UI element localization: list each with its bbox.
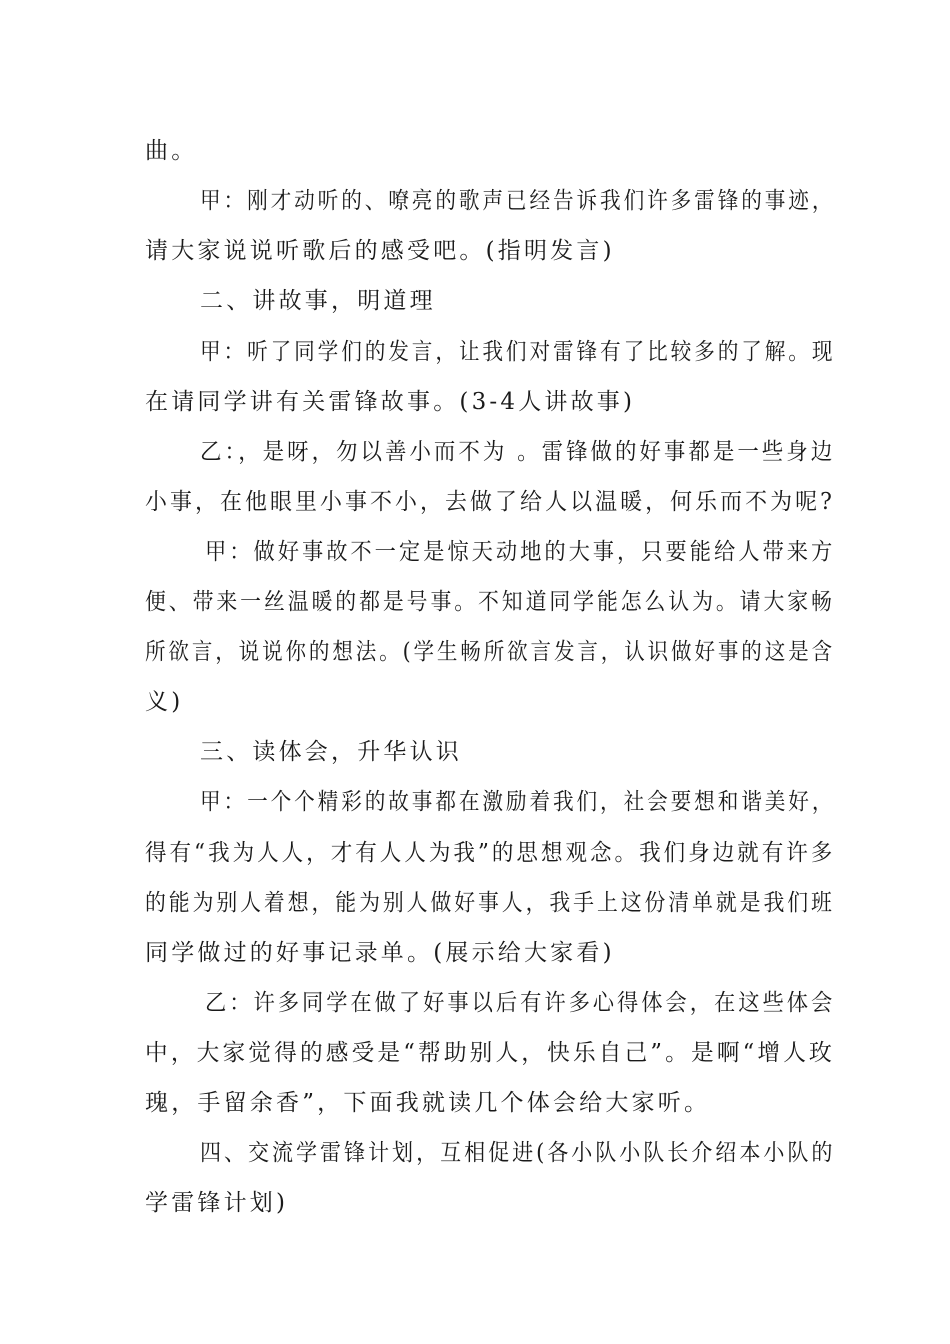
text-line: 学雷锋计划): [145, 1190, 289, 1216]
text-line: 同学做过的好事记录单。(展示给大家看): [145, 940, 615, 966]
text-line: 甲：一个个精彩的故事都在激励着我们，社会要想和谐美好，: [200, 789, 836, 815]
text-line: 在请同学讲有关雷锋故事。(3-4人讲故事): [145, 389, 636, 415]
text-line: 请大家说说听歌后的感受吧。(指明发言): [145, 238, 615, 264]
text-line: 甲：听了同学们的发言，让我们对雷锋有了比较多的了解。现: [200, 339, 836, 365]
text-line: 乙：许多同学在做了好事以后有许多心得体会，在这些体会: [205, 990, 836, 1016]
section-heading: 三、读体会，升华认识: [200, 739, 462, 765]
section-heading: 四、交流学雷锋计划，互相促进(各小队小队长介绍本小队的: [200, 1140, 836, 1166]
text-line: 瑰，手留余香”，下面我就读几个体会给大家听。: [145, 1090, 711, 1116]
text-line: 得有“我为人人，才有人人为我”的思想观念。我们身边就有许多: [145, 840, 836, 866]
text-line: 甲：做好事故不一定是惊天动地的大事，只要能给人带来方: [205, 539, 836, 565]
text-line: 小事，在他眼里小事不小，去做了给人以温暖，何乐而不为呢?: [145, 489, 835, 515]
text-line: 中，大家觉得的感受是“帮助别人，快乐自己”。是啊“增人玫: [145, 1040, 835, 1066]
text-line: 曲。: [145, 138, 198, 164]
section-heading: 二、讲故事，明道理: [200, 288, 436, 314]
text-line: 的能为别人着想，能为别人做好事人，我手上这份清单就是我们班: [145, 890, 835, 916]
text-line: 甲：刚才动听的、嘹亮的歌声已经告诉我们许多雷锋的事迹，: [200, 188, 836, 214]
text-line: 乙：，是呀，勿以善小而不为 。雷锋做的好事都是一些身边: [200, 439, 836, 465]
text-line: 义): [145, 689, 184, 715]
text-line: 便、带来一丝温暖的都是号事。不知道同学能怎么认为。请大家畅: [145, 589, 835, 615]
text-line: 所欲言，说说你的想法。(学生畅所欲言发言，认识做好事的这是含: [145, 639, 835, 665]
